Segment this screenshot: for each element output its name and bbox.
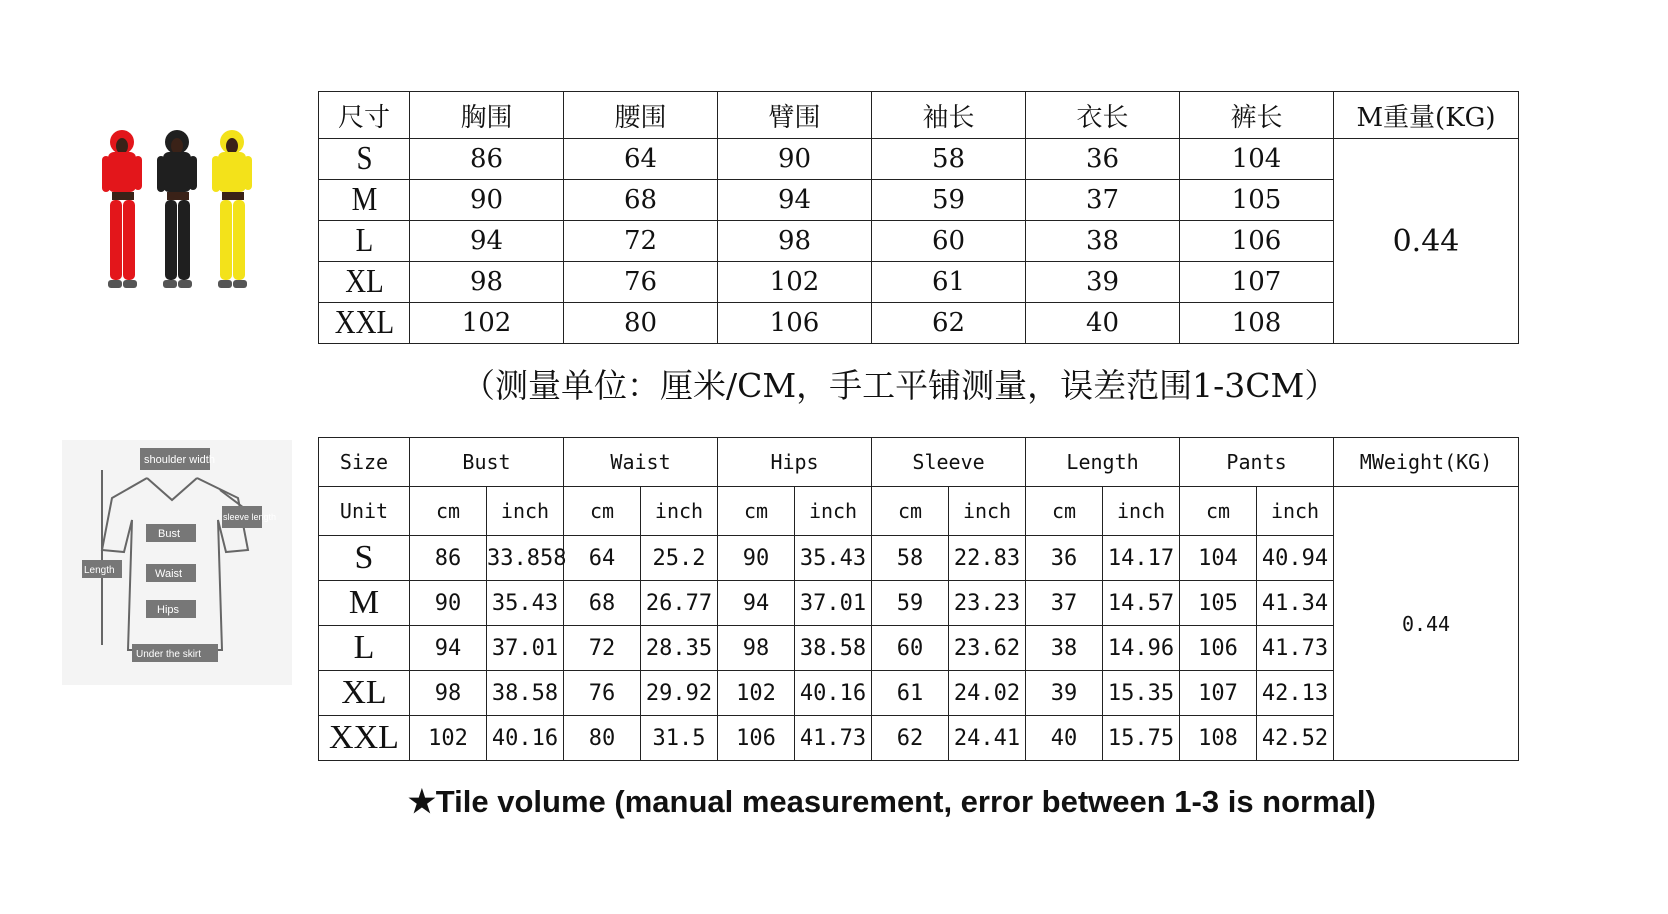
value-cell: 38 bbox=[1026, 626, 1103, 671]
value-cell: 64 bbox=[564, 139, 718, 180]
unit-cell: cm bbox=[410, 487, 487, 536]
value-cell: 36 bbox=[1026, 139, 1180, 180]
measurement-note-en: ★Tile volume (manual measurement, error between 1-3 is normal) bbox=[408, 784, 1376, 819]
value-cell: 39 bbox=[1026, 671, 1103, 716]
value-cell: 80 bbox=[564, 303, 718, 344]
unit-cell: inch bbox=[1103, 487, 1180, 536]
value-cell: 98 bbox=[410, 671, 487, 716]
value-cell: 90 bbox=[718, 536, 795, 581]
value-cell: 40 bbox=[1026, 716, 1103, 761]
header-sleeve: 袖长 bbox=[872, 92, 1026, 139]
size-chart-en bbox=[318, 437, 1519, 761]
value-cell: 24.02 bbox=[949, 671, 1026, 716]
weight-cell: 0.44 bbox=[1334, 487, 1519, 761]
value-cell: 23.23 bbox=[949, 581, 1026, 626]
value-cell: 61 bbox=[872, 262, 1026, 303]
value-cell: 68 bbox=[564, 180, 718, 221]
size-cell: S bbox=[319, 536, 410, 581]
value-cell: 35.43 bbox=[487, 581, 564, 626]
value-cell: 106 bbox=[1180, 626, 1257, 671]
product-models-image bbox=[92, 130, 282, 305]
unit-cell: cm bbox=[718, 487, 795, 536]
size-cell: L bbox=[325, 221, 402, 262]
unit-row bbox=[319, 487, 1519, 536]
model-yellow bbox=[212, 130, 252, 288]
value-cell: 33.858 bbox=[487, 536, 564, 581]
label-hips: Hips bbox=[157, 604, 180, 616]
value-cell: 107 bbox=[1180, 262, 1334, 303]
size-cell: XL bbox=[319, 671, 410, 716]
value-cell: 15.75 bbox=[1103, 716, 1180, 761]
value-cell: 108 bbox=[1180, 303, 1334, 344]
value-cell: 72 bbox=[564, 221, 718, 262]
label-sleeve: sleeve length bbox=[223, 512, 277, 522]
value-cell: 36 bbox=[1026, 536, 1103, 581]
header-pants: Pants bbox=[1180, 438, 1334, 487]
header-hips: Hips bbox=[718, 438, 872, 487]
size-cell: S bbox=[325, 139, 402, 180]
table-header-row bbox=[319, 92, 1519, 139]
model-black bbox=[157, 130, 197, 288]
value-cell: 98 bbox=[410, 262, 564, 303]
value-cell: 104 bbox=[1180, 139, 1334, 180]
table-header-row bbox=[319, 438, 1519, 487]
header-bust: Bust bbox=[410, 438, 564, 487]
value-cell: 42.52 bbox=[1257, 716, 1334, 761]
header-pants: 裤长 bbox=[1180, 92, 1334, 139]
value-cell: 39 bbox=[1026, 262, 1180, 303]
header-length: Length bbox=[1026, 438, 1180, 487]
header-length: 衣长 bbox=[1026, 92, 1180, 139]
size-chart-cn bbox=[318, 91, 1519, 344]
value-cell: 94 bbox=[718, 180, 872, 221]
value-cell: 76 bbox=[564, 671, 641, 716]
weight-cell: 0.44 bbox=[1334, 139, 1519, 344]
value-cell: 41.73 bbox=[1257, 626, 1334, 671]
value-cell: 42.13 bbox=[1257, 671, 1334, 716]
size-cell: XL bbox=[325, 262, 402, 303]
value-cell: 102 bbox=[718, 671, 795, 716]
table-row bbox=[319, 139, 1519, 180]
size-cell: L bbox=[319, 626, 410, 671]
value-cell: 80 bbox=[564, 716, 641, 761]
value-cell: 106 bbox=[718, 303, 872, 344]
value-cell: 104 bbox=[1180, 536, 1257, 581]
value-cell: 37 bbox=[1026, 180, 1180, 221]
value-cell: 59 bbox=[872, 581, 949, 626]
value-cell: 41.73 bbox=[795, 716, 872, 761]
value-cell: 60 bbox=[872, 626, 949, 671]
value-cell: 58 bbox=[872, 536, 949, 581]
label-waist: Waist bbox=[155, 568, 183, 580]
model-red bbox=[102, 130, 142, 288]
value-cell: 105 bbox=[1180, 581, 1257, 626]
value-cell: 40.94 bbox=[1257, 536, 1334, 581]
value-cell: 38.58 bbox=[487, 671, 564, 716]
value-cell: 26.77 bbox=[641, 581, 718, 626]
unit-cell: inch bbox=[1257, 487, 1334, 536]
label-length: Length bbox=[84, 565, 115, 576]
value-cell: 61 bbox=[872, 671, 949, 716]
value-cell: 102 bbox=[410, 716, 487, 761]
value-cell: 94 bbox=[718, 581, 795, 626]
value-cell: 102 bbox=[410, 303, 564, 344]
header-size: 尺寸 bbox=[319, 92, 410, 139]
header-weight: M重量(KG) bbox=[1334, 92, 1519, 139]
value-cell: 102 bbox=[718, 262, 872, 303]
value-cell: 106 bbox=[718, 716, 795, 761]
value-cell: 76 bbox=[564, 262, 718, 303]
value-cell: 40 bbox=[1026, 303, 1180, 344]
value-cell: 90 bbox=[410, 180, 564, 221]
size-cell: XXL bbox=[325, 303, 402, 344]
value-cell: 41.34 bbox=[1257, 581, 1334, 626]
header-weight: MWeight(KG) bbox=[1334, 438, 1519, 487]
label-hem: Under the skirt bbox=[136, 649, 202, 660]
value-cell: 37.01 bbox=[795, 581, 872, 626]
size-cell: XXL bbox=[319, 716, 410, 761]
value-cell: 86 bbox=[410, 139, 564, 180]
unit-cell: inch bbox=[487, 487, 564, 536]
value-cell: 105 bbox=[1180, 180, 1334, 221]
value-cell: 59 bbox=[872, 180, 1026, 221]
unit-cell: cm bbox=[1180, 487, 1257, 536]
size-cell: M bbox=[325, 180, 402, 221]
value-cell: 72 bbox=[564, 626, 641, 671]
header-size: Size bbox=[319, 438, 410, 487]
value-cell: 60 bbox=[872, 221, 1026, 262]
measurement-diagram bbox=[62, 440, 292, 685]
label-shoulder: shoulder width bbox=[144, 454, 215, 466]
value-cell: 25.2 bbox=[641, 536, 718, 581]
size-cell: M bbox=[319, 581, 410, 626]
value-cell: 15.35 bbox=[1103, 671, 1180, 716]
unit-cell: inch bbox=[949, 487, 1026, 536]
value-cell: 62 bbox=[872, 716, 949, 761]
value-cell: 108 bbox=[1180, 716, 1257, 761]
value-cell: 94 bbox=[410, 626, 487, 671]
unit-cell: cm bbox=[872, 487, 949, 536]
header-sleeve: Sleeve bbox=[872, 438, 1026, 487]
value-cell: 14.96 bbox=[1103, 626, 1180, 671]
value-cell: 90 bbox=[410, 581, 487, 626]
value-cell: 62 bbox=[872, 303, 1026, 344]
value-cell: 98 bbox=[718, 626, 795, 671]
value-cell: 40.16 bbox=[487, 716, 564, 761]
header-waist: 腰围 bbox=[564, 92, 718, 139]
value-cell: 94 bbox=[410, 221, 564, 262]
measurement-note-cn: （测量单位：厘米/CM，手工平铺测量，误差范围1-3CM） bbox=[462, 366, 1338, 405]
header-waist: Waist bbox=[564, 438, 718, 487]
unit-cell: inch bbox=[641, 487, 718, 536]
label-bust: Bust bbox=[158, 528, 181, 540]
value-cell: 24.41 bbox=[949, 716, 1026, 761]
value-cell: 35.43 bbox=[795, 536, 872, 581]
value-cell: 64 bbox=[564, 536, 641, 581]
value-cell: 38 bbox=[1026, 221, 1180, 262]
value-cell: 58 bbox=[872, 139, 1026, 180]
value-cell: 23.62 bbox=[949, 626, 1026, 671]
value-cell: 28.35 bbox=[641, 626, 718, 671]
value-cell: 31.5 bbox=[641, 716, 718, 761]
value-cell: 14.17 bbox=[1103, 536, 1180, 581]
value-cell: 68 bbox=[564, 581, 641, 626]
header-arm: 臂围 bbox=[718, 92, 872, 139]
header-bust: 胸围 bbox=[410, 92, 564, 139]
unit-cell: cm bbox=[564, 487, 641, 536]
value-cell: 14.57 bbox=[1103, 581, 1180, 626]
value-cell: 107 bbox=[1180, 671, 1257, 716]
unit-cell: cm bbox=[1026, 487, 1103, 536]
value-cell: 22.83 bbox=[949, 536, 1026, 581]
value-cell: 37 bbox=[1026, 581, 1103, 626]
value-cell: 37.01 bbox=[487, 626, 564, 671]
unit-cell: inch bbox=[795, 487, 872, 536]
value-cell: 90 bbox=[718, 139, 872, 180]
value-cell: 98 bbox=[718, 221, 872, 262]
unit-label: Unit bbox=[319, 487, 410, 536]
value-cell: 106 bbox=[1180, 221, 1334, 262]
value-cell: 86 bbox=[410, 536, 487, 581]
value-cell: 38.58 bbox=[795, 626, 872, 671]
value-cell: 40.16 bbox=[795, 671, 872, 716]
value-cell: 29.92 bbox=[641, 671, 718, 716]
